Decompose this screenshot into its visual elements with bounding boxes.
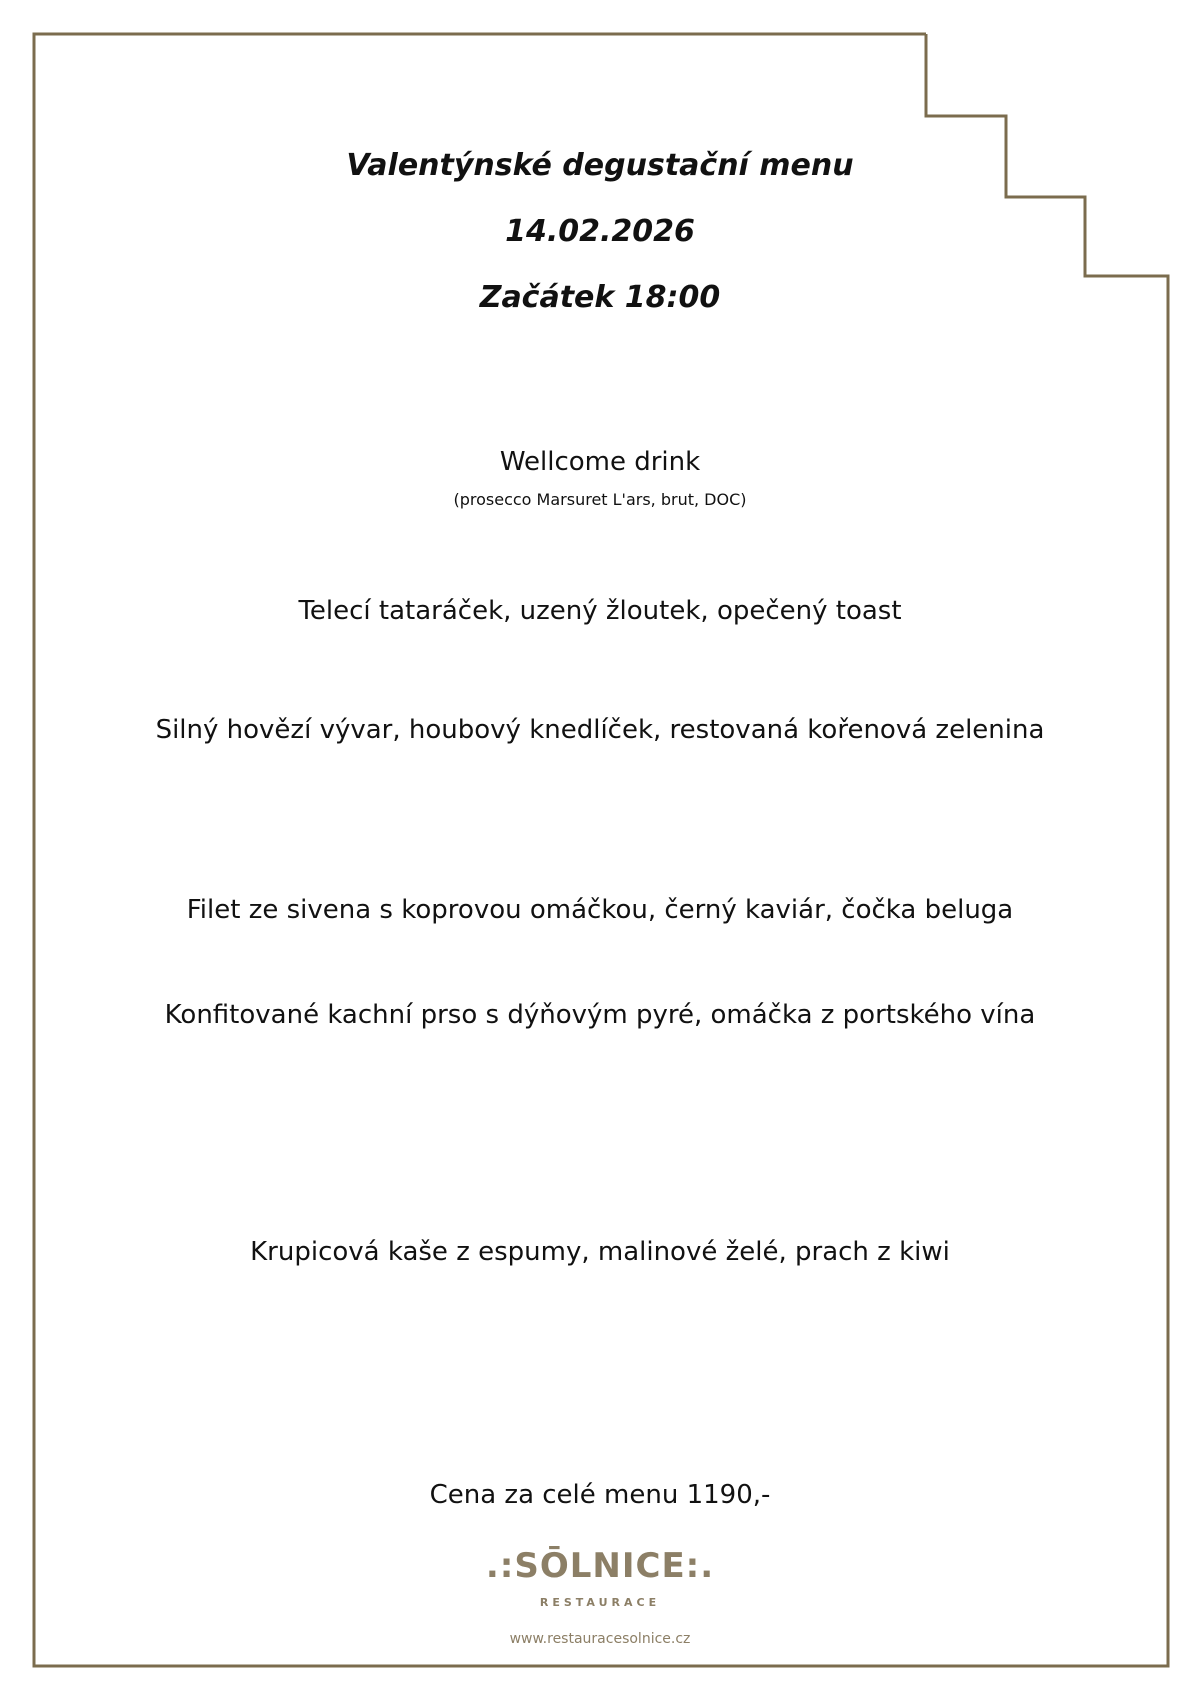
- menu-title: Valentýnské degustační menu: [346, 148, 854, 183]
- restaurant-logo: .:SŌLNICE:.: [485, 1546, 715, 1586]
- frame-line: [34, 34, 1168, 1666]
- course-4: Konfitované kachní prso s dýňovým pyré, omáčka z portského vína: [164, 1000, 1036, 1030]
- course-5: Krupicová kaše z espumy, malinové želé, prach z kiwi: [250, 1237, 950, 1267]
- welcome-drink: Wellcome drink: [499, 447, 701, 477]
- course-2: Silný hovězí vývar, houbový knedlíček, restovaná kořenová zelenina: [155, 715, 1045, 745]
- menu-price: Cena za celé menu 1190,-: [429, 1480, 771, 1510]
- restaurant-logo-subtitle: RESTAURACE: [539, 1596, 661, 1609]
- menu-start-time: Začátek 18:00: [479, 280, 721, 315]
- menu-date: 14.02.2026: [505, 214, 695, 249]
- course-1: Telecí tataráček, uzený žloutek, opečený toast: [298, 596, 902, 626]
- course-3: Filet ze sivena s koprovou omáčkou, černý kaviár, čočka beluga: [186, 895, 1014, 925]
- welcome-drink-note: (prosecco Marsuret L'ars, brut, DOC): [453, 490, 747, 509]
- website-link[interactable]: www.restauracesolnice.cz: [509, 1631, 691, 1647]
